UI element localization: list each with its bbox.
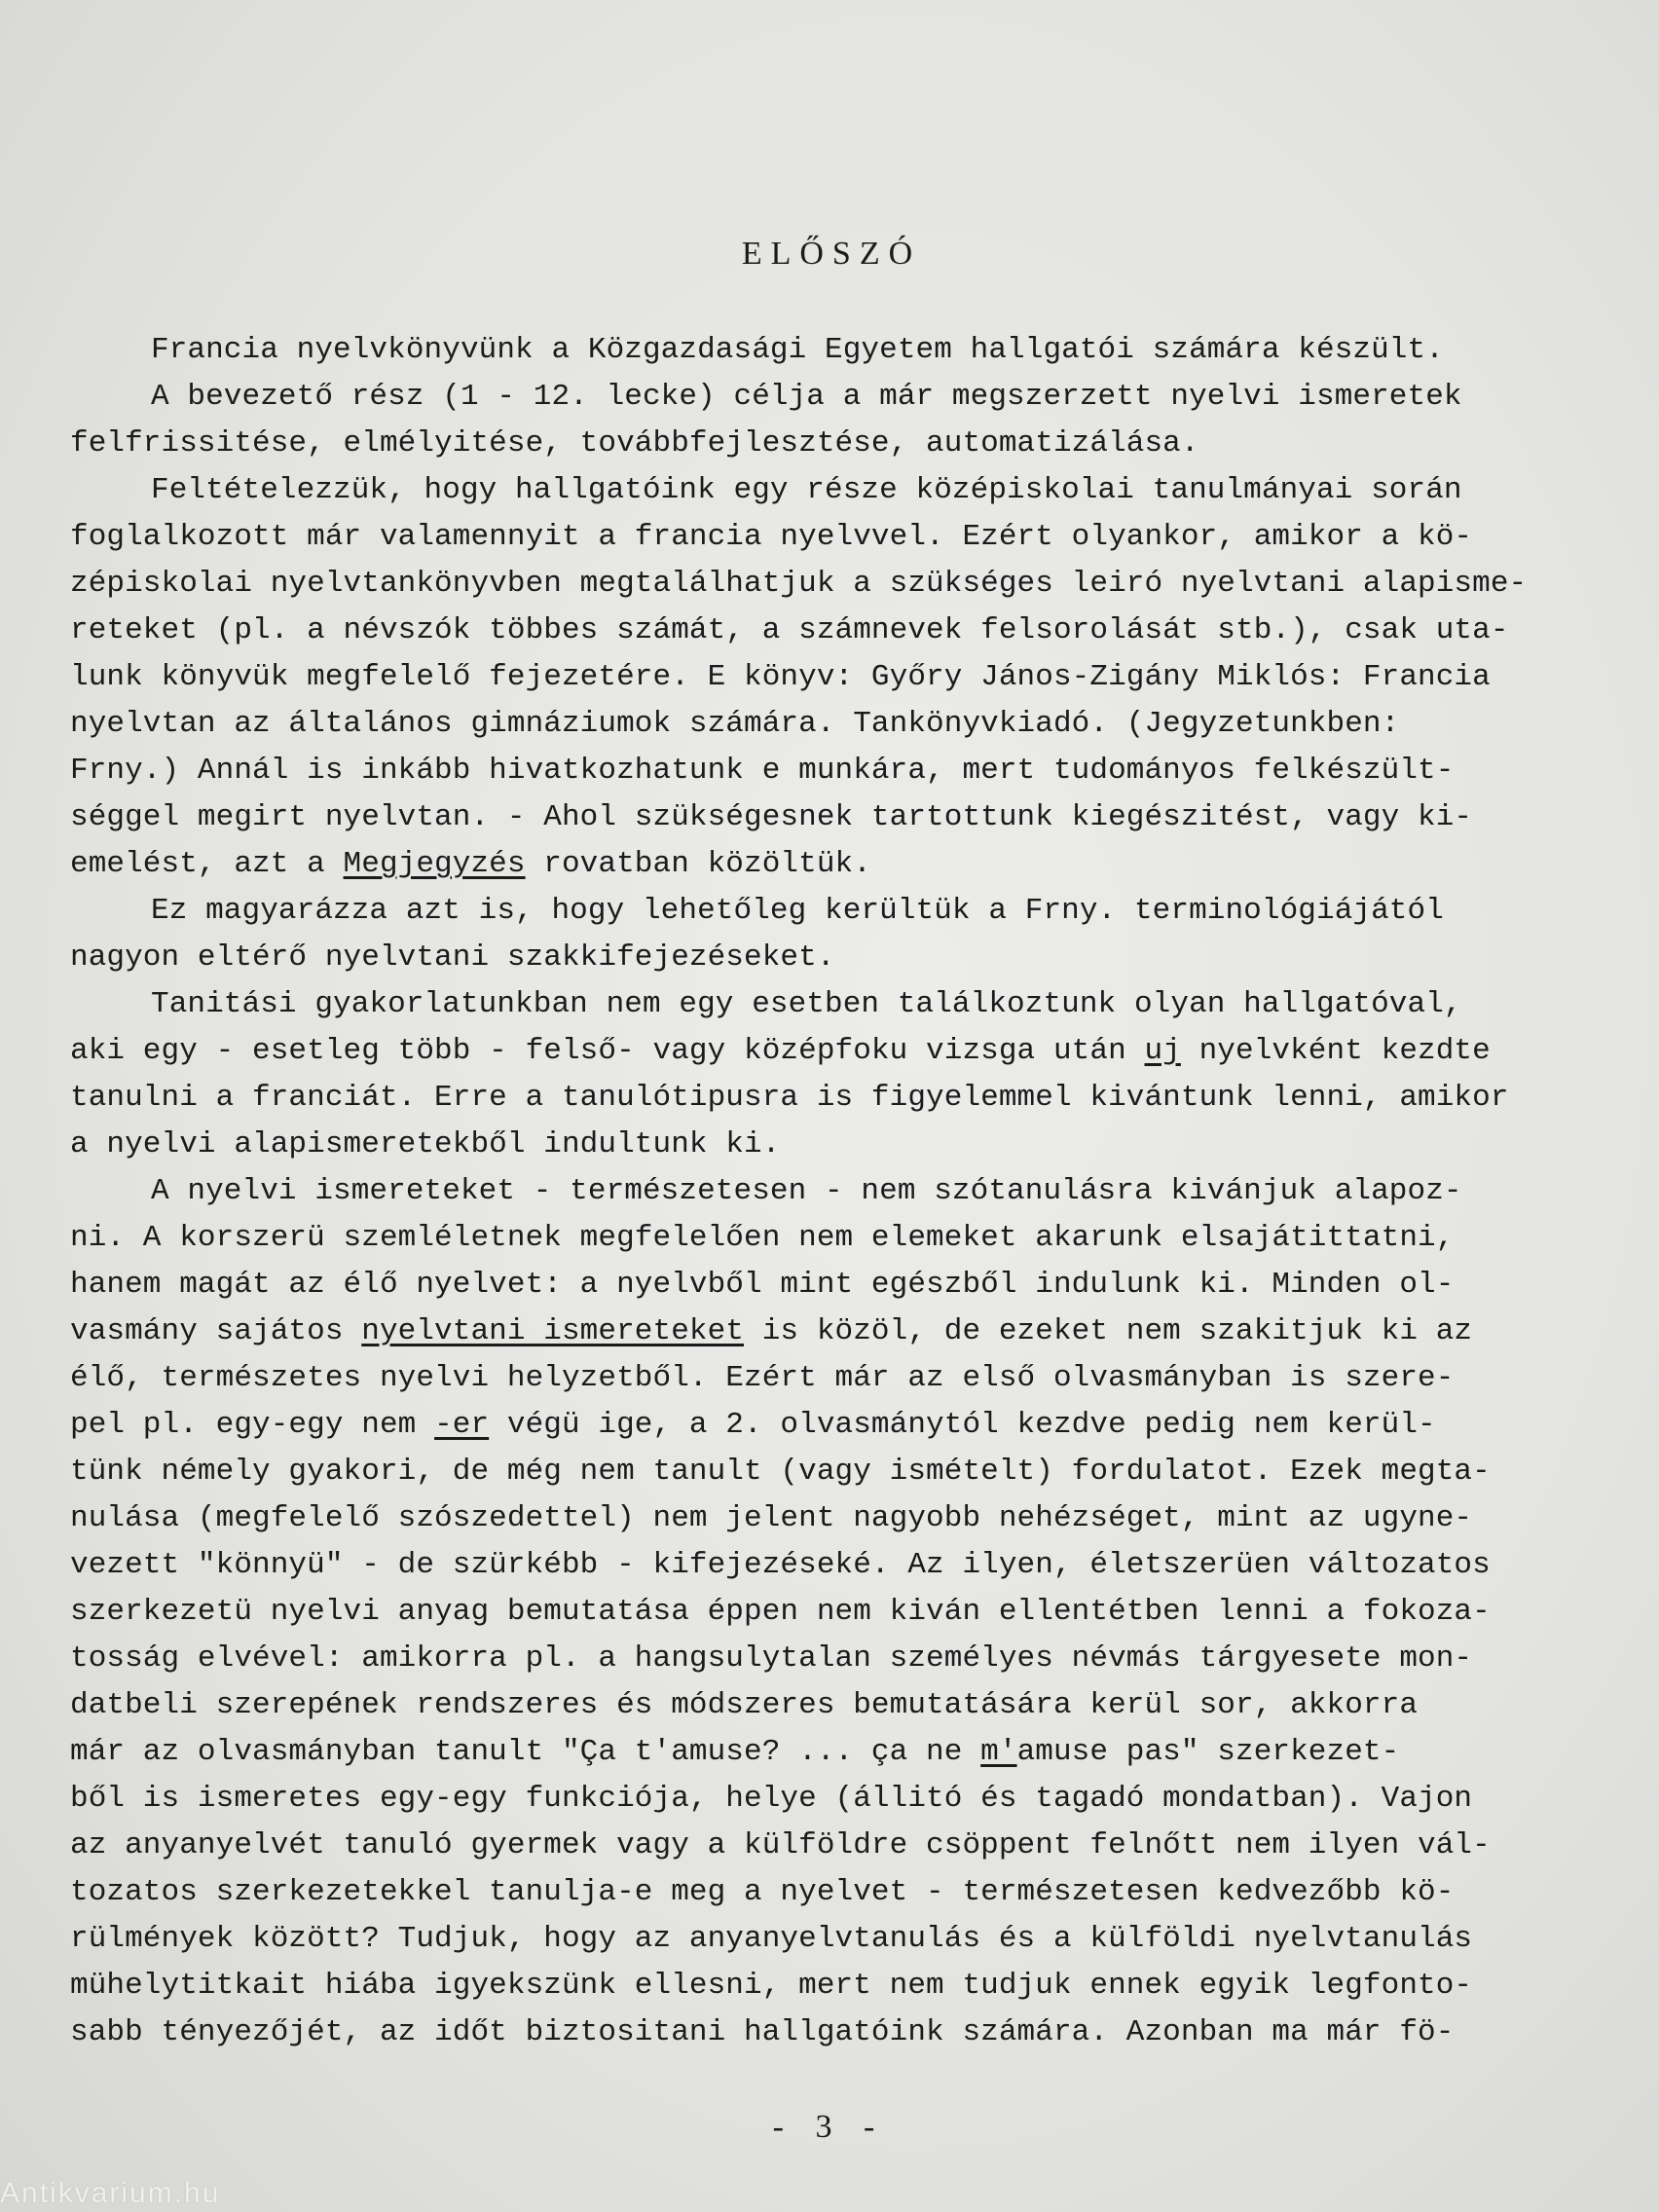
text-segment: ni. A korszerü szemléletnek megfelelően nem elemeket akarunk elsajátittatni,: [70, 1221, 1455, 1255]
text-segment: reteket (pl. a névszók többes számát, a számnevek felsorolását stb.), csak uta-: [70, 613, 1509, 647]
text-line: [151, 374, 1641, 421]
text-line: [70, 1963, 1560, 2009]
text-segment: a nyelvi alapismeretekből indultunk ki.: [70, 1127, 781, 1161]
text-segment: ből is ismeretes egy-egy funkciója, helye (állitó és tagadó mondatban). Vajon: [70, 1782, 1473, 1816]
text-segment: vezett "könnyü" - de szürkébb - kifejezéseké. Az ilyen, életszerüen változatos: [70, 1548, 1491, 1582]
text-segment: nagyon eltérő nyelvtani szakkifejezéseket.: [70, 940, 835, 975]
underlined-text: nyelvtani ismereteket: [361, 1314, 745, 1348]
text-line: [70, 1823, 1560, 1869]
text-line: [70, 1262, 1560, 1309]
underlined-text: Megjegyzés: [343, 847, 526, 881]
text-segment: végü ige, a 2. olvasmánytól kezdve pedig nem kerül-: [489, 1408, 1436, 1442]
text-segment: foglalkozott már valamennyit a francia nyelvvel. Ezért olyankor, amikor a kö-: [70, 520, 1473, 554]
text-segment: A nyelvi ismereteket - természetesen - nem szótanulásra kivánjuk alapoz-: [151, 1174, 1462, 1208]
text-segment: tünk némely gyakori, de még nem tanult (vagy ismételt) fordulatot. Ezek megta-: [70, 1455, 1491, 1489]
text-segment: A bevezető rész (1 - 12. lecke) célja a már megszerzett nyelvi ismeretek: [151, 380, 1462, 414]
text-segment: datbeli szerepének rendszeres és módszeres bemutatására kerül sor, akkorra: [70, 1688, 1419, 1722]
text-line: [70, 1075, 1560, 1122]
text-line: [70, 2009, 1560, 2056]
text-segment: Frny.) Annál is inkább hivatkozhatunk e munkára, mert tudományos felkészült-: [70, 754, 1455, 788]
page-title: ELŐSZÓ: [741, 236, 922, 272]
text-line: [70, 654, 1560, 701]
text-line: [70, 1355, 1560, 1402]
text-segment: Feltételezzük, hogy hallgatóink egy része középiskolai tanulmányai során: [151, 473, 1462, 507]
underlined-text: uj: [1144, 1034, 1181, 1068]
text-segment: tosság elvével: amikorra pl. a hangsulytalan személyes névmás tárgyesete mon-: [70, 1641, 1473, 1676]
text-segment: aki egy - esetleg több - felső- vagy középfoku vizsga után: [70, 1034, 1145, 1068]
text-line: [151, 981, 1641, 1028]
text-line: [70, 1449, 1560, 1495]
underlined-text: m': [980, 1735, 1017, 1769]
text-line: [70, 514, 1560, 561]
text-segment: hanem magát az élő nyelvet: a nyelvből mint egészből indulunk ki. Minden ol-: [70, 1268, 1455, 1302]
text-line: [70, 1916, 1560, 1963]
text-line: [70, 1402, 1560, 1449]
text-line: [70, 1215, 1560, 1262]
text-line: [70, 841, 1560, 888]
text-segment: Francia nyelvkönyvünk a Közgazdasági Egyetem hallgatói számára készült.: [151, 333, 1444, 367]
text-line: [70, 1869, 1560, 1916]
text-line: [151, 1168, 1641, 1215]
text-segment: nulása (megfelelő szószedettel) nem jelent nagyobb nehézséget, mint az ugyne-: [70, 1501, 1473, 1535]
text-segment: Tanitási gyakorlatunkban nem egy esetben találkoztunk olyan hallgatóval,: [151, 987, 1462, 1021]
text-line: [70, 1028, 1560, 1075]
text-segment: tanulni a franciát. Erre a tanulótipusra is figyelemmel kivántunk lenni, amikor: [70, 1081, 1509, 1115]
text-line: [70, 935, 1560, 981]
text-line: [70, 1636, 1560, 1682]
text-segment: rülmények között? Tudjuk, hogy az anyanyelvtanulás és a külföldi nyelvtanulás: [70, 1922, 1473, 1956]
text-line: [70, 1542, 1560, 1589]
text-segment: sabb tényezőjét, az időt biztositani hallgatóink számára. Azonban ma már fö-: [70, 2015, 1455, 2049]
text-segment: amuse pas" szerkezet-: [1016, 1735, 1400, 1769]
watermark: Antikvarium.hu: [0, 2177, 221, 2209]
text-segment: nyelvként kezdte: [1180, 1034, 1491, 1068]
text-line: [70, 1589, 1560, 1636]
text-segment: tozatos szerkezetekkel tanulja-e meg a nyelvet - természetesen kedvezőbb kö-: [70, 1875, 1455, 1909]
text-segment: vasmány sajátos: [70, 1314, 362, 1348]
text-line: [70, 1495, 1560, 1542]
text-segment: már az olvasmányban tanult "Ça t'amuse? ... ça ne: [70, 1735, 981, 1769]
underlined-text: -er: [434, 1408, 490, 1442]
text-segment: zépiskolai nyelvtankönyvben megtalálhatjuk a szükséges leiró nyelvtani alapisme-: [70, 567, 1528, 601]
page-number: - 3 -: [772, 2109, 887, 2145]
text-segment: az anyanyelvét tanuló gyermek vagy a külföldre csöppent felnőtt nem ilyen vál-: [70, 1828, 1491, 1862]
text-segment: szerkezetü nyelvi anyag bemutatása éppen nem kiván ellentétben lenni a fokoza-: [70, 1595, 1491, 1629]
text-line: [70, 748, 1560, 794]
text-segment: rovatban közöltük.: [525, 847, 871, 881]
text-line: [70, 1682, 1560, 1729]
text-line: [70, 1309, 1560, 1355]
text-segment: emelést, azt a: [70, 847, 344, 881]
text-segment: nyelvtan az általános gimnáziumok számára. Tankönyvkiadó. (Jegyzetunkben:: [70, 707, 1400, 741]
text-line: [70, 1122, 1560, 1168]
text-segment: pel pl. egy-egy nem: [70, 1408, 435, 1442]
text-segment: felfrissitése, elmélyitése, továbbfejlesztése, automatizálása.: [70, 426, 1199, 461]
text-segment: is közöl, de ezeket nem szakitjuk ki az: [744, 1314, 1473, 1348]
text-line: [70, 608, 1560, 654]
text-segment: séggel megirt nyelvtan. - Ahol szükségesnek tartottunk kiegészitést, vagy ki-: [70, 800, 1473, 834]
text-line: [70, 561, 1560, 608]
text-line: [70, 794, 1560, 841]
text-segment: lunk könyvük megfelelő fejezetére. E könyv: Győry János-Zigány Miklós: Francia: [70, 660, 1491, 694]
text-segment: mühelytitkait hiába igyekszünk ellesni, mert nem tudjuk ennek egyik legfonto-: [70, 1969, 1473, 2003]
text-segment: Ez magyarázza azt is, hogy lehetőleg kerültük a Frny. terminológiájától: [151, 894, 1444, 928]
text-segment: élő, természetes nyelvi helyzetből. Ezért már az első olvasmányban is szere-: [70, 1361, 1455, 1395]
text-line: [70, 1729, 1560, 1776]
text-line: [70, 701, 1560, 748]
text-line: [70, 421, 1560, 467]
text-line: [70, 1776, 1560, 1823]
text-line: [151, 327, 1641, 374]
text-line: [151, 467, 1641, 514]
text-line: [151, 888, 1641, 935]
